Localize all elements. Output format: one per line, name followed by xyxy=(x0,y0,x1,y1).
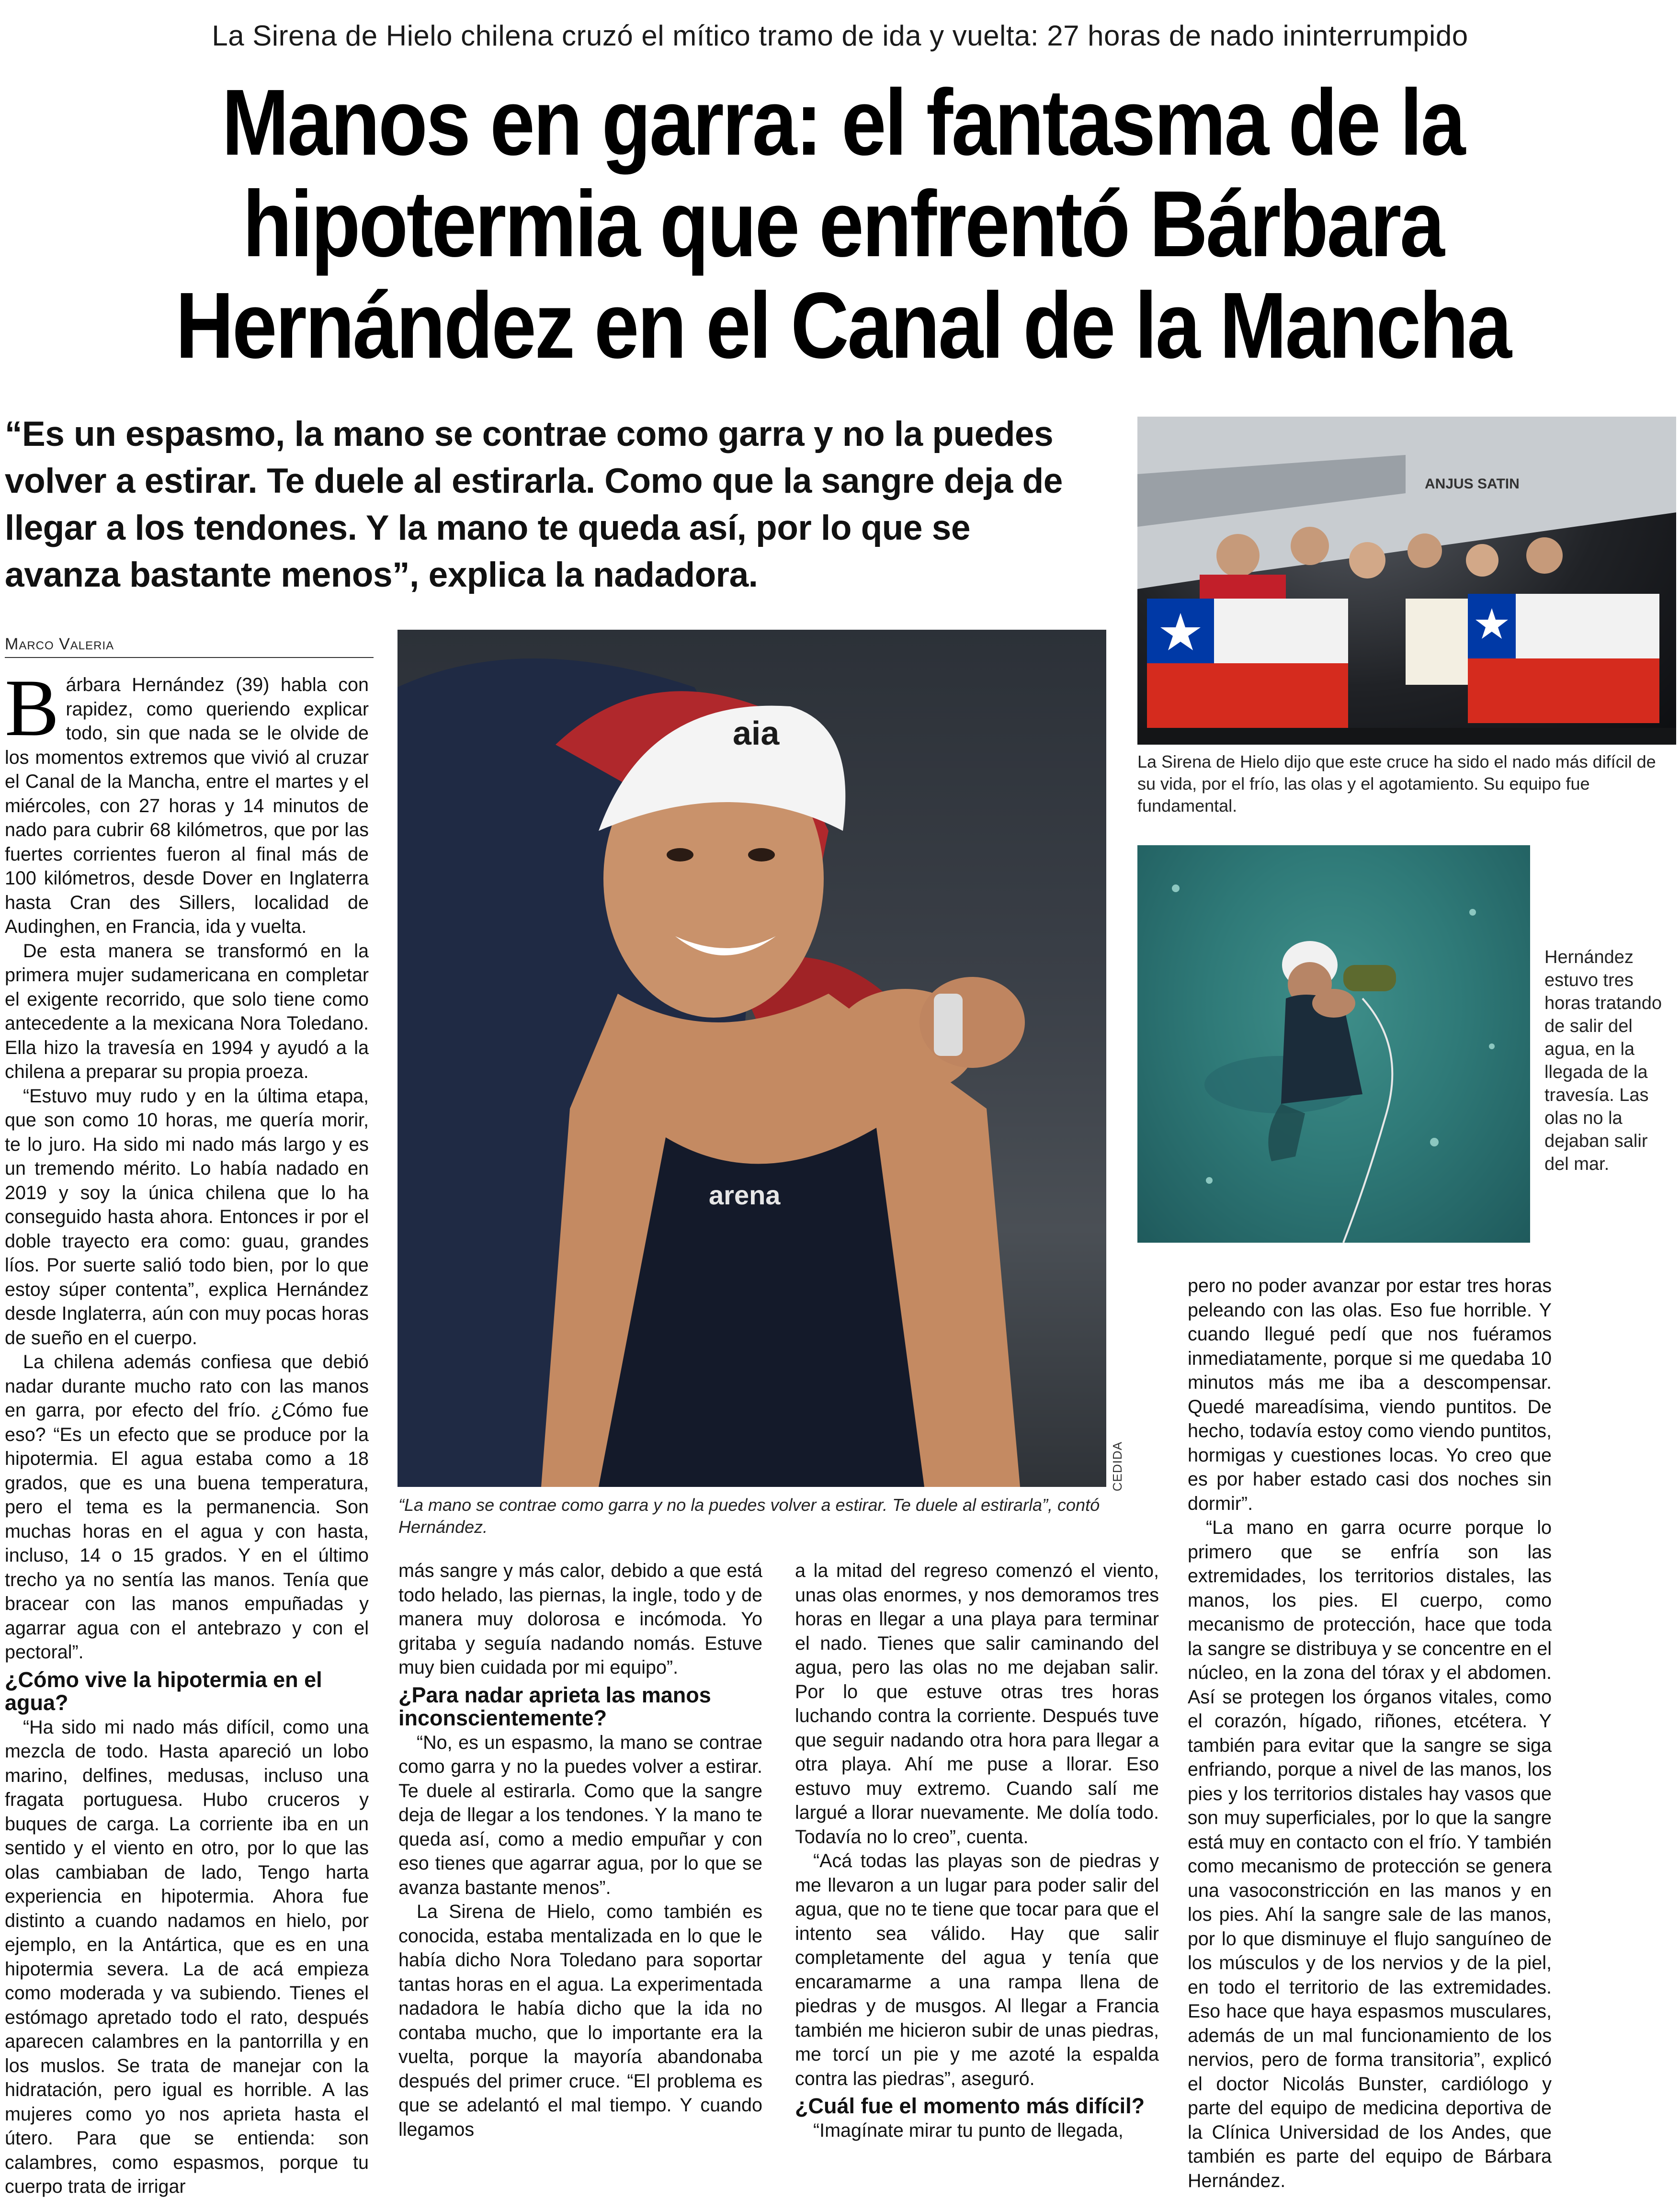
paragraph: “La mano en garra ocurre porque lo primero que se enfría son las extremidades, los territorios distales, las manos, los pies. El cuerpo, como mecanismo de protección, hace que toda la sangre se distribuya y se concentre en el núcleo, en la zona del tórax y el abdomen. Así se protegen los órganos vitales, como el corazón, hígado, riñones, etcétera. Y también para evitar que la sangre se siga enfriando, porque a nivel de las manos, los pies y los territorios distales hay vasos que son muy superficiales, por lo que la sangre está muy en contacto con el frío. Y también como mecanismo de protección se genera una vasoconstricción en las manos y en los pies. Ahí la sangre sale de las manos, por lo que disminuye el flujo sanguíneo de los músculos y de los nervios y de la piel, en todo el territorio de las extremidades. Eso hace que haya espasmos musculares, además de un mal funcionamiento de los nervios, pero de forma transitoria”, explicó el doctor Nicolás Bunster, cardiólogo y parte del equipo de medicina deportiva de la Clínica Universidad de los Andes, que también es parte del equipo de Bárbara Hernández. xyxy=(1188,1517,1552,2191)
paragraph: pero no poder avanzar por estar tres horas peleando con las olas. Eso fue horrible. Y cuando llegué pedí que nos fuéramos inmediatamente, porque si me quedaba 10 minutos más me iba a descompensar. Quedé mareadísima, viendo puntitos. De hecho, todavía estoy como viendo puntitos, hormigas y cuestiones locas. Yo creo que es por haber estado casi dos noches sin dormir”. xyxy=(1188,1275,1552,1514)
swimmer-illustration xyxy=(397,630,1106,1487)
drop-cap: B xyxy=(5,663,59,753)
paragraph: La Sirena de Hielo, como también es conocida, estaba mentalizada en lo que le había dicho Nora Toledano para soportar tantas horas en el agua. La experimentada nadadora le había dicho que la ida no contaba mucho, que lo importante era la vuelta, porque la mayoría abandonaba después del primer cruce. “El problema es que se adelantó el mal tiempo. Y cuando llegamos xyxy=(398,1901,762,2140)
article-column-4 xyxy=(1188,1274,1552,2191)
interview-question: ¿Cuál fue el momento más difícil? xyxy=(795,2094,1145,2118)
paragraph: De esta manera se transformó en la primera mujer sudamericana en completar el exigente recorrido, que solo tiene como antecedente a la mexicana Nora Toledano. Ella hizo la travesía en 1994 y ayudó a la chilena a preparar su propia proeza. xyxy=(5,940,369,1082)
sea-photo xyxy=(1137,845,1530,1243)
chile-flag-right xyxy=(1468,594,1659,723)
paragraph: La chilena además confiesa que debió nadar durante mucho rato con las manos en garra, por efecto del frío. ¿Cómo fue eso? “Es un efecto que se produce por la hipotermia. El agua estaba como a 18 grados, que es una buena temperatura, pero el tema es la permanencia. Son muchas horas en el agua y con hasta, incluso, 14 o 15 grados. Y en el último trecho ya no sentía las manos. Tenía que bracear con las manos empuñadas y agarrar agua con el antebrazo y con el pectoral”. xyxy=(5,1351,369,1663)
paragraph: “No, es un espasmo, la mano se contrae como garra y no la puedes volver a estirar. Te duele al estirarla. Como que la sangre deja de llegar a los tendones. Y la mano te queda así, como a medio empuñar y con eso tienes que agarrar agua, por lo que se avanza bastante menos”. xyxy=(398,1732,762,1898)
byline-rule xyxy=(5,657,374,658)
paragraph: Bárbara Hernández (39) habla con rapidez, como queriendo explicar todo, sin que nada se le olvide de los momentos extremos que vivió al cruzar el Canal de la Mancha, entre el martes y el miércoles, con 27 horas y 14 minutos de nado para cubrir 68 kilómetros, que por las fuertes corrientes fueron al final más de 100 kilómetros, desde Dover en Inglaterra hasta Cran des Sillers, localidad de Audinghen, en Francia, ida y vuelta. xyxy=(5,663,369,937)
paragraph: a la mitad del regreso comenzó el viento, unas olas enormes, y nos demoramos tres horas en llegar a una playa para terminar el nado. Tienes que salir caminando del agua, pero las olas no me dejaban salir. Por lo que estuve otras tres horas luchando contra la corriente. Después tuve que seguir nadando otra hora para llegar a otra playa. Ahí me puse a llorar. Eso estuvo muy extremo. Cuando salí me largué a llorar nuevamente. Me dolía todo. Todavía no lo creo”, cuenta. xyxy=(795,1560,1159,1848)
headline xyxy=(143,72,1543,376)
main-photo-swimmer xyxy=(397,630,1106,1487)
team-illustration xyxy=(1137,417,1676,745)
main-photo-caption: “La mano se contrae como garra y no la puedes volver a estirar. Te duele al estirarla”, contó Hernández. xyxy=(398,1495,1100,1537)
team-photo xyxy=(1137,417,1676,745)
chile-flag-left xyxy=(1147,599,1348,728)
paragraph: “Ha sido mi nado más difícil, como una mezcla de todo. Hasta apareció un lobo marino, delfines, medusas, incluso una fragata portuguesa. Hubo cruceros y buques de carga. La corriente iba en un sentido y el viento en otro, por lo que las olas cambiaban de lado, Tengo harta experiencia en hipotermia. Ahora fue distinto a cuando nadamos en hielo, por ejemplo, en la Antártica, que es en una hipotermia severa. La de acá empieza como moderada y va subiendo. Tienes el estómago apretado todo el rato, después aparecen calambres en la pantorrilla y en los muslos. Se trata de manejar con la hidratación, pero igual es horrible. A las mujeres como yo nos aprieta hasta el útero. Para que se entienda: son calambres, como espasmos, porque tu cuerpo trata de irrigar xyxy=(5,1716,369,2197)
kicker: La Sirena de Hielo chilena cruzó el mítico tramo de ida y vuelta: 27 horas de nado ininterrumpido xyxy=(212,20,1468,52)
swimsuit-logo: arena xyxy=(709,1180,781,1210)
photo-credit: CEDIDA xyxy=(1110,1441,1124,1492)
article-column-1 xyxy=(5,663,369,2197)
paragraph: “Imagínate mirar tu punto de llegada, xyxy=(813,2120,1124,2141)
byline: Marco Valeria xyxy=(5,635,114,653)
article-column-3 xyxy=(795,1559,1159,2148)
headline-line-2: hipotermia que enfrentó Bárbara xyxy=(242,171,1443,276)
boat-name: ANJUS SATIN xyxy=(1425,476,1520,492)
paragraph: más sangre y más calor, debido a que está todo helado, las piernas, la ingle, todo y de manera muy dolorosa e incómoda. Yo gritaba y seguía nadando nomás. Estuve muy bien cuidada por mi equipo”. xyxy=(398,1560,762,1678)
team-photo-caption: La Sirena de Hielo dijo que este cruce ha sido el nado más difícil de su vida, por el frío, las olas y el agotamiento. Su equipo fue fundamental. xyxy=(1137,752,1656,816)
sea-illustration xyxy=(1137,845,1530,1243)
sea-photo-caption: Hernández estuvo tres horas tratando de salir del agua, en la llegada de la travesía. Las olas no la dejaban salir del mar. xyxy=(1544,947,1662,1174)
interview-question: ¿Para nadar aprieta las manos inconscientemente? xyxy=(398,1682,711,1730)
cap-logo: aia xyxy=(733,714,780,752)
headline-line-3: Hernández en el Canal de la Mancha xyxy=(175,273,1510,378)
headline-line-1: Manos en garra: el fantasma de la xyxy=(222,70,1464,175)
pull-quote: “Es un espasmo, la mano se contrae como garra y no la puedes volver a estirar. Te duele al estirarla. Como que la sangre deja de llegar a los tendones. Y la mano te queda así, por lo que se avanza bastante menos”, explica la nadadora. xyxy=(5,415,1063,594)
paragraph: “Estuvo muy rudo y en la última etapa, que son como 10 horas, me quería morir, te lo juro. Ha sido mi nado más largo y es un tremendo mérito. Lo había nadado en 2019 y soy la única chilena que lo ha conseguido hasta ahora. Entonces ir por el doble trayecto era como: guau, grandes líos. Por suerte salió todo bien, por lo que estoy súper contenta”, explica Hernández desde Inglaterra, aún con muy pocas horas de sueño en el cuerpo. xyxy=(5,1085,369,1349)
article-column-2 xyxy=(398,1559,762,2148)
paragraph: “Acá todas las playas son de piedras y me llevaron a un lugar para poder salir del agua, que no te tiene que tocar para que el intento sea válido. Hay que salir completamente del agua y tenía que encaramarme a una rampa llena de piedras y de musgos. Al llegar a Francia también me hicieron subir de unas piedras, me torcí un pie y me azoté la espalda contra las piedras”, aseguró. xyxy=(795,1850,1159,2089)
interview-question: ¿Cómo vive la hipotermia en el agua? xyxy=(5,1667,322,1715)
